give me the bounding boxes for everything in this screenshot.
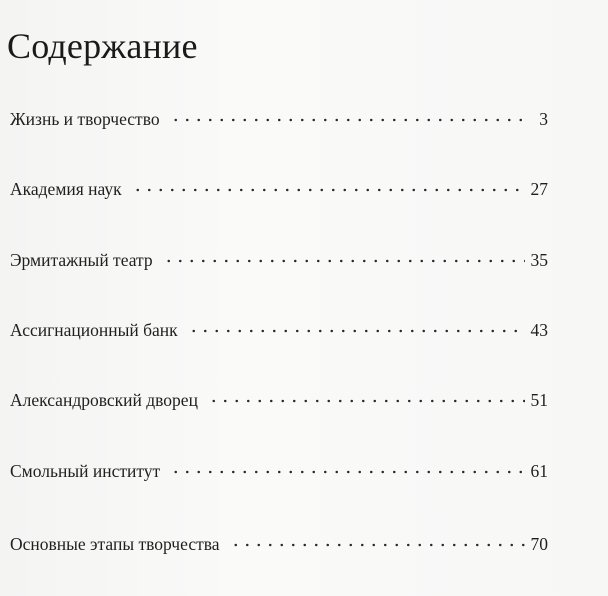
toc-entry-title: Ассигнационный банк [10,320,178,340]
toc-entry-page: 70 [530,534,548,554]
toc-entry [10,318,548,342]
contents-heading: Содержание [7,26,198,66]
dot-leader [230,542,525,548]
toc-entry [10,459,548,483]
toc-entry [10,532,548,556]
toc-entry-title: Александровский дворец [10,390,198,410]
toc-entry-page: 3 [539,109,548,129]
toc-entry-page: 27 [530,179,548,199]
toc-entry-page: 35 [530,250,548,270]
toc-entry [10,248,548,272]
toc-entry-title: Смольный институт [10,461,161,481]
toc-entry [10,388,548,412]
toc-entry [10,107,548,131]
toc-entry-page: 43 [530,320,548,340]
toc-entry-page: 61 [530,461,548,481]
dot-leader [208,398,525,404]
toc-entry-title: Жизнь и творчество [10,109,160,129]
dot-leader [188,328,525,334]
toc-entry [10,177,548,201]
toc-entry-title: Основные этапы творчества [10,534,220,554]
dot-leader [170,469,524,475]
toc-entry-title: Эрмитажный театр [10,250,153,270]
dot-leader [163,258,525,264]
dot-leader [132,187,525,193]
toc-entry-title: Академия наук [10,179,122,199]
dot-leader [170,117,528,123]
toc-entry-page: 51 [530,390,548,410]
